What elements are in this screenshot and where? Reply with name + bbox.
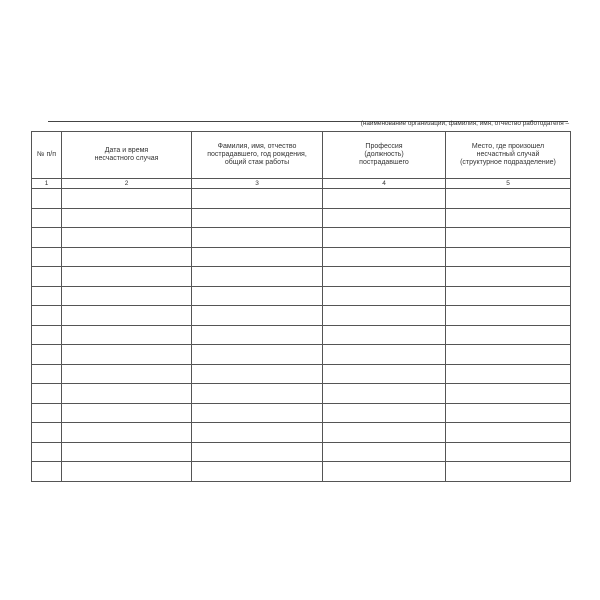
table-cell[interactable] <box>62 306 192 326</box>
table-cell[interactable] <box>62 208 192 228</box>
table-row <box>32 403 571 423</box>
table-cell[interactable] <box>62 462 192 482</box>
table-cell[interactable] <box>62 423 192 443</box>
table-cell[interactable] <box>323 306 446 326</box>
table-cell[interactable] <box>323 267 446 287</box>
table-cell[interactable] <box>446 462 571 482</box>
table-cell[interactable] <box>32 267 62 287</box>
table-cell[interactable] <box>323 325 446 345</box>
table-cell[interactable] <box>192 267 323 287</box>
table-cell[interactable] <box>192 286 323 306</box>
table-cell[interactable] <box>62 384 192 404</box>
table-cell[interactable] <box>62 267 192 287</box>
table-cell[interactable] <box>32 423 62 443</box>
table-row <box>32 442 571 462</box>
table-row <box>32 345 571 365</box>
column-number: 1 <box>32 179 62 189</box>
table-cell[interactable] <box>446 403 571 423</box>
table-cell[interactable] <box>323 189 446 209</box>
table-cell[interactable] <box>446 384 571 404</box>
table-cell[interactable] <box>192 403 323 423</box>
table-cell[interactable] <box>32 462 62 482</box>
table-cell[interactable] <box>446 364 571 384</box>
table-cell[interactable] <box>446 442 571 462</box>
table-cell[interactable] <box>62 442 192 462</box>
table-row <box>32 364 571 384</box>
table-cell[interactable] <box>192 189 323 209</box>
column-number-row <box>32 179 571 189</box>
table-cell[interactable] <box>323 286 446 306</box>
table-row <box>32 247 571 267</box>
table-cell[interactable] <box>32 384 62 404</box>
table-cell[interactable] <box>32 403 62 423</box>
column-number: 2 <box>62 179 192 189</box>
table-row <box>32 267 571 287</box>
table-row <box>32 208 571 228</box>
column-number: 3 <box>192 179 323 189</box>
table-cell[interactable] <box>192 345 323 365</box>
table-cell[interactable] <box>32 189 62 209</box>
table-cell[interactable] <box>446 286 571 306</box>
column-header-place: Место, где произошел несчастный случай (структурное подразделение) <box>446 132 571 179</box>
table-cell[interactable] <box>32 228 62 248</box>
table-cell[interactable] <box>192 306 323 326</box>
table-cell[interactable] <box>446 345 571 365</box>
table-row <box>32 189 571 209</box>
table-cell[interactable] <box>446 228 571 248</box>
table-cell[interactable] <box>32 306 62 326</box>
table-row <box>32 325 571 345</box>
table-row <box>32 306 571 326</box>
table-row <box>32 462 571 482</box>
table-cell[interactable] <box>446 189 571 209</box>
table-cell[interactable] <box>192 228 323 248</box>
table-cell[interactable] <box>32 325 62 345</box>
table-cell[interactable] <box>192 442 323 462</box>
table-cell[interactable] <box>323 228 446 248</box>
table-cell[interactable] <box>446 267 571 287</box>
table-cell[interactable] <box>323 208 446 228</box>
table-cell[interactable] <box>32 247 62 267</box>
column-number: 4 <box>323 179 446 189</box>
table-row <box>32 228 571 248</box>
table-body <box>32 189 571 482</box>
table-cell[interactable] <box>62 286 192 306</box>
table-row <box>32 423 571 443</box>
table-cell[interactable] <box>62 364 192 384</box>
table-cell[interactable] <box>192 423 323 443</box>
column-header-date-time: Дата и время несчастного случая <box>62 132 192 179</box>
table-cell[interactable] <box>62 403 192 423</box>
table-cell[interactable] <box>192 208 323 228</box>
table-cell[interactable] <box>446 247 571 267</box>
table-row <box>32 384 571 404</box>
table-cell[interactable] <box>323 384 446 404</box>
table-cell[interactable] <box>32 364 62 384</box>
table-cell[interactable] <box>62 189 192 209</box>
table-cell[interactable] <box>323 442 446 462</box>
table-cell[interactable] <box>192 462 323 482</box>
table-cell[interactable] <box>323 247 446 267</box>
column-header-number: № п/п <box>32 132 62 179</box>
table-cell[interactable] <box>323 423 446 443</box>
table-cell[interactable] <box>323 403 446 423</box>
column-header-profession: Профессия (должность) пострадавшего <box>323 132 446 179</box>
table-cell[interactable] <box>192 325 323 345</box>
table-cell[interactable] <box>323 462 446 482</box>
table-cell[interactable] <box>62 325 192 345</box>
table-cell[interactable] <box>446 423 571 443</box>
column-number: 5 <box>446 179 571 189</box>
accident-journal-table <box>31 131 571 482</box>
table-row <box>32 286 571 306</box>
table-cell[interactable] <box>32 345 62 365</box>
table-cell[interactable] <box>192 384 323 404</box>
table-cell[interactable] <box>323 345 446 365</box>
table-cell[interactable] <box>446 208 571 228</box>
table-cell[interactable] <box>32 286 62 306</box>
column-header-victim-name: Фамилия, имя, отчество пострадавшего, год рождения, общий стаж работы <box>192 132 323 179</box>
table-header-row <box>32 132 571 179</box>
table-cell[interactable] <box>446 306 571 326</box>
table-cell[interactable] <box>32 208 62 228</box>
table-cell[interactable] <box>323 364 446 384</box>
table-cell[interactable] <box>32 442 62 462</box>
table-cell[interactable] <box>446 325 571 345</box>
table-cell[interactable] <box>192 364 323 384</box>
table-cell[interactable] <box>62 345 192 365</box>
organization-caption: (наименование организации, фамилия, имя, отчество работодателя – <box>360 120 569 127</box>
table-cell[interactable] <box>62 228 192 248</box>
table-cell[interactable] <box>62 247 192 267</box>
table-cell[interactable] <box>192 247 323 267</box>
